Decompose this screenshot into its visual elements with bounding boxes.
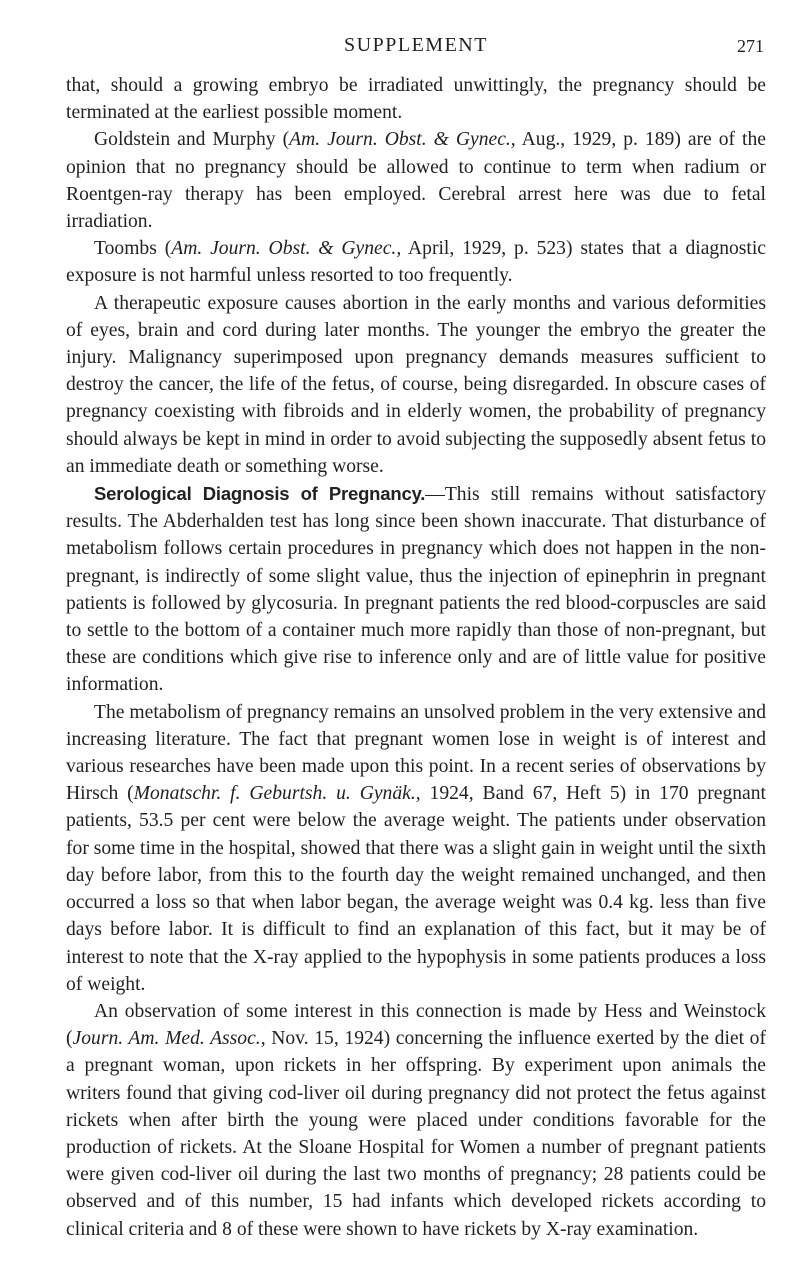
body-text [66,72,766,1243]
paragraph-prefix: An observation of some interest in this connection is made by Hess and Weinstock ( [66,1000,766,1050]
paragraph-7 [66,998,766,1243]
paragraph-text: April, 1929, p. 523) states that a diagnostic exposure is not harmful unless resorted to too frequently. [66,238,766,287]
paragraph-text: Aug., 1929, p. 189) are of the opinion that no pregnancy should be allowed to continue to term when radium or Roentgen-ray therapy has been employed. Cerebral arrest here was due to fetal irradiation. [66,129,766,233]
citation: Am. Journ. Obst. & Gynec., [171,238,402,260]
paragraph-3 [66,235,766,289]
paragraph-text: —This still remains without satisfactory results. The Abderhalden test has long since been shown inaccurate. That disturbance of metabolism follows certain procedures in pregnancy which does not happen in the non-pregnant, is indirectly of some slight value, thus the injection of epinephrin in pregnant patients is followed by glycosuria. In pregnant patients the red blood-corpuscles are said to settle to the bottom of a container much more rapidly than those of non-pregnant, but these are conditions which give rise to inference only and are of little value for positive information. [66,484,766,696]
paragraph-text: Nov. 15, 1924) concerning the influence exerted by the diet of a pregnant woman, upon rickets in her offspring. By experiment upon animals the writers found that giving cod-liver oil during pregnancy did not protect the fetus against rickets when after birth the young were placed under conditions favorable for the production of rickets. At the Sloane Hospital for Women a number of pregnant patients were given cod-liver oil during the last two months of pregnancy; 28 patients could be observed and of this number, 15 had infants which developed rickets according to clinical criteria and 8 of these were shown to have rickets by X-ray examination. [66,1028,767,1240]
section-heading: Serological Diagnosis of Pregnancy. [94,483,426,505]
citation: Journ. Am. Med. Assoc., [72,1028,266,1050]
paragraph-prefix: Toombs ( [94,238,172,260]
citation: Am. Journ. Obst. & Gynec., [289,129,516,151]
paragraph-text: A therapeutic exposure causes abortion in the early months and various deformities of eyes, brain and cord during later months. The younger the embryo the greater the injury. Malignancy superimposed upon pregnancy demands measures sufficient to destroy the cancer, the life of the fetus, of course, being disregarded. In obscure cases of pregnancy coexisting with fibroids and in elderly women, the probability of pregnancy should always be kept in mind in order to avoid subjecting the supposedly absent fetus to an immediate death or something worse. [66,292,766,477]
paragraph-prefix: The metabolism of pregnancy remains an unsolved problem in the very extensive and increasing literature. The fact that pregnant women lose in weight is of interest and various researches have been made upon this point. In a recent series of observations by Hirsch ( [66,701,766,805]
paragraph-1 [66,72,766,126]
document-page [66,34,766,1243]
paragraph-text: that, should a growing embryo be irradiated unwittingly, the pregnancy should be terminated at the earliest possible moment. [66,75,766,124]
paragraph-6 [66,699,766,998]
paragraph-4 [66,290,766,480]
page-number: 271 [737,36,764,56]
paragraph-5 [66,480,766,699]
paragraph-text: 1924, Band 67, Heft 5) in 170 pregnant patients, 53.5 per cent were below the average weight. The patients under observation for some time in the hospital, showed that there was a slight gain in weight until the sixth day before labor, from this to the fourth day the weight remained unchanged, and then occurred a loss so that when labor began, the average weight was 0.4 kg. less than five days before labor. It is difficult to find an explanation of this fact, but it may be of interest to note that the X-ray applied to the hypophysis in some patients produces a loss of weight. [66,783,766,995]
citation: Monatschr. f. Geburtsh. u. Gynäk., [133,783,421,805]
paragraph-prefix: Goldstein and Murphy ( [94,129,290,151]
running-header [66,34,766,64]
paragraph-2 [66,126,766,235]
running-title: SUPPLEMENT [344,34,488,56]
